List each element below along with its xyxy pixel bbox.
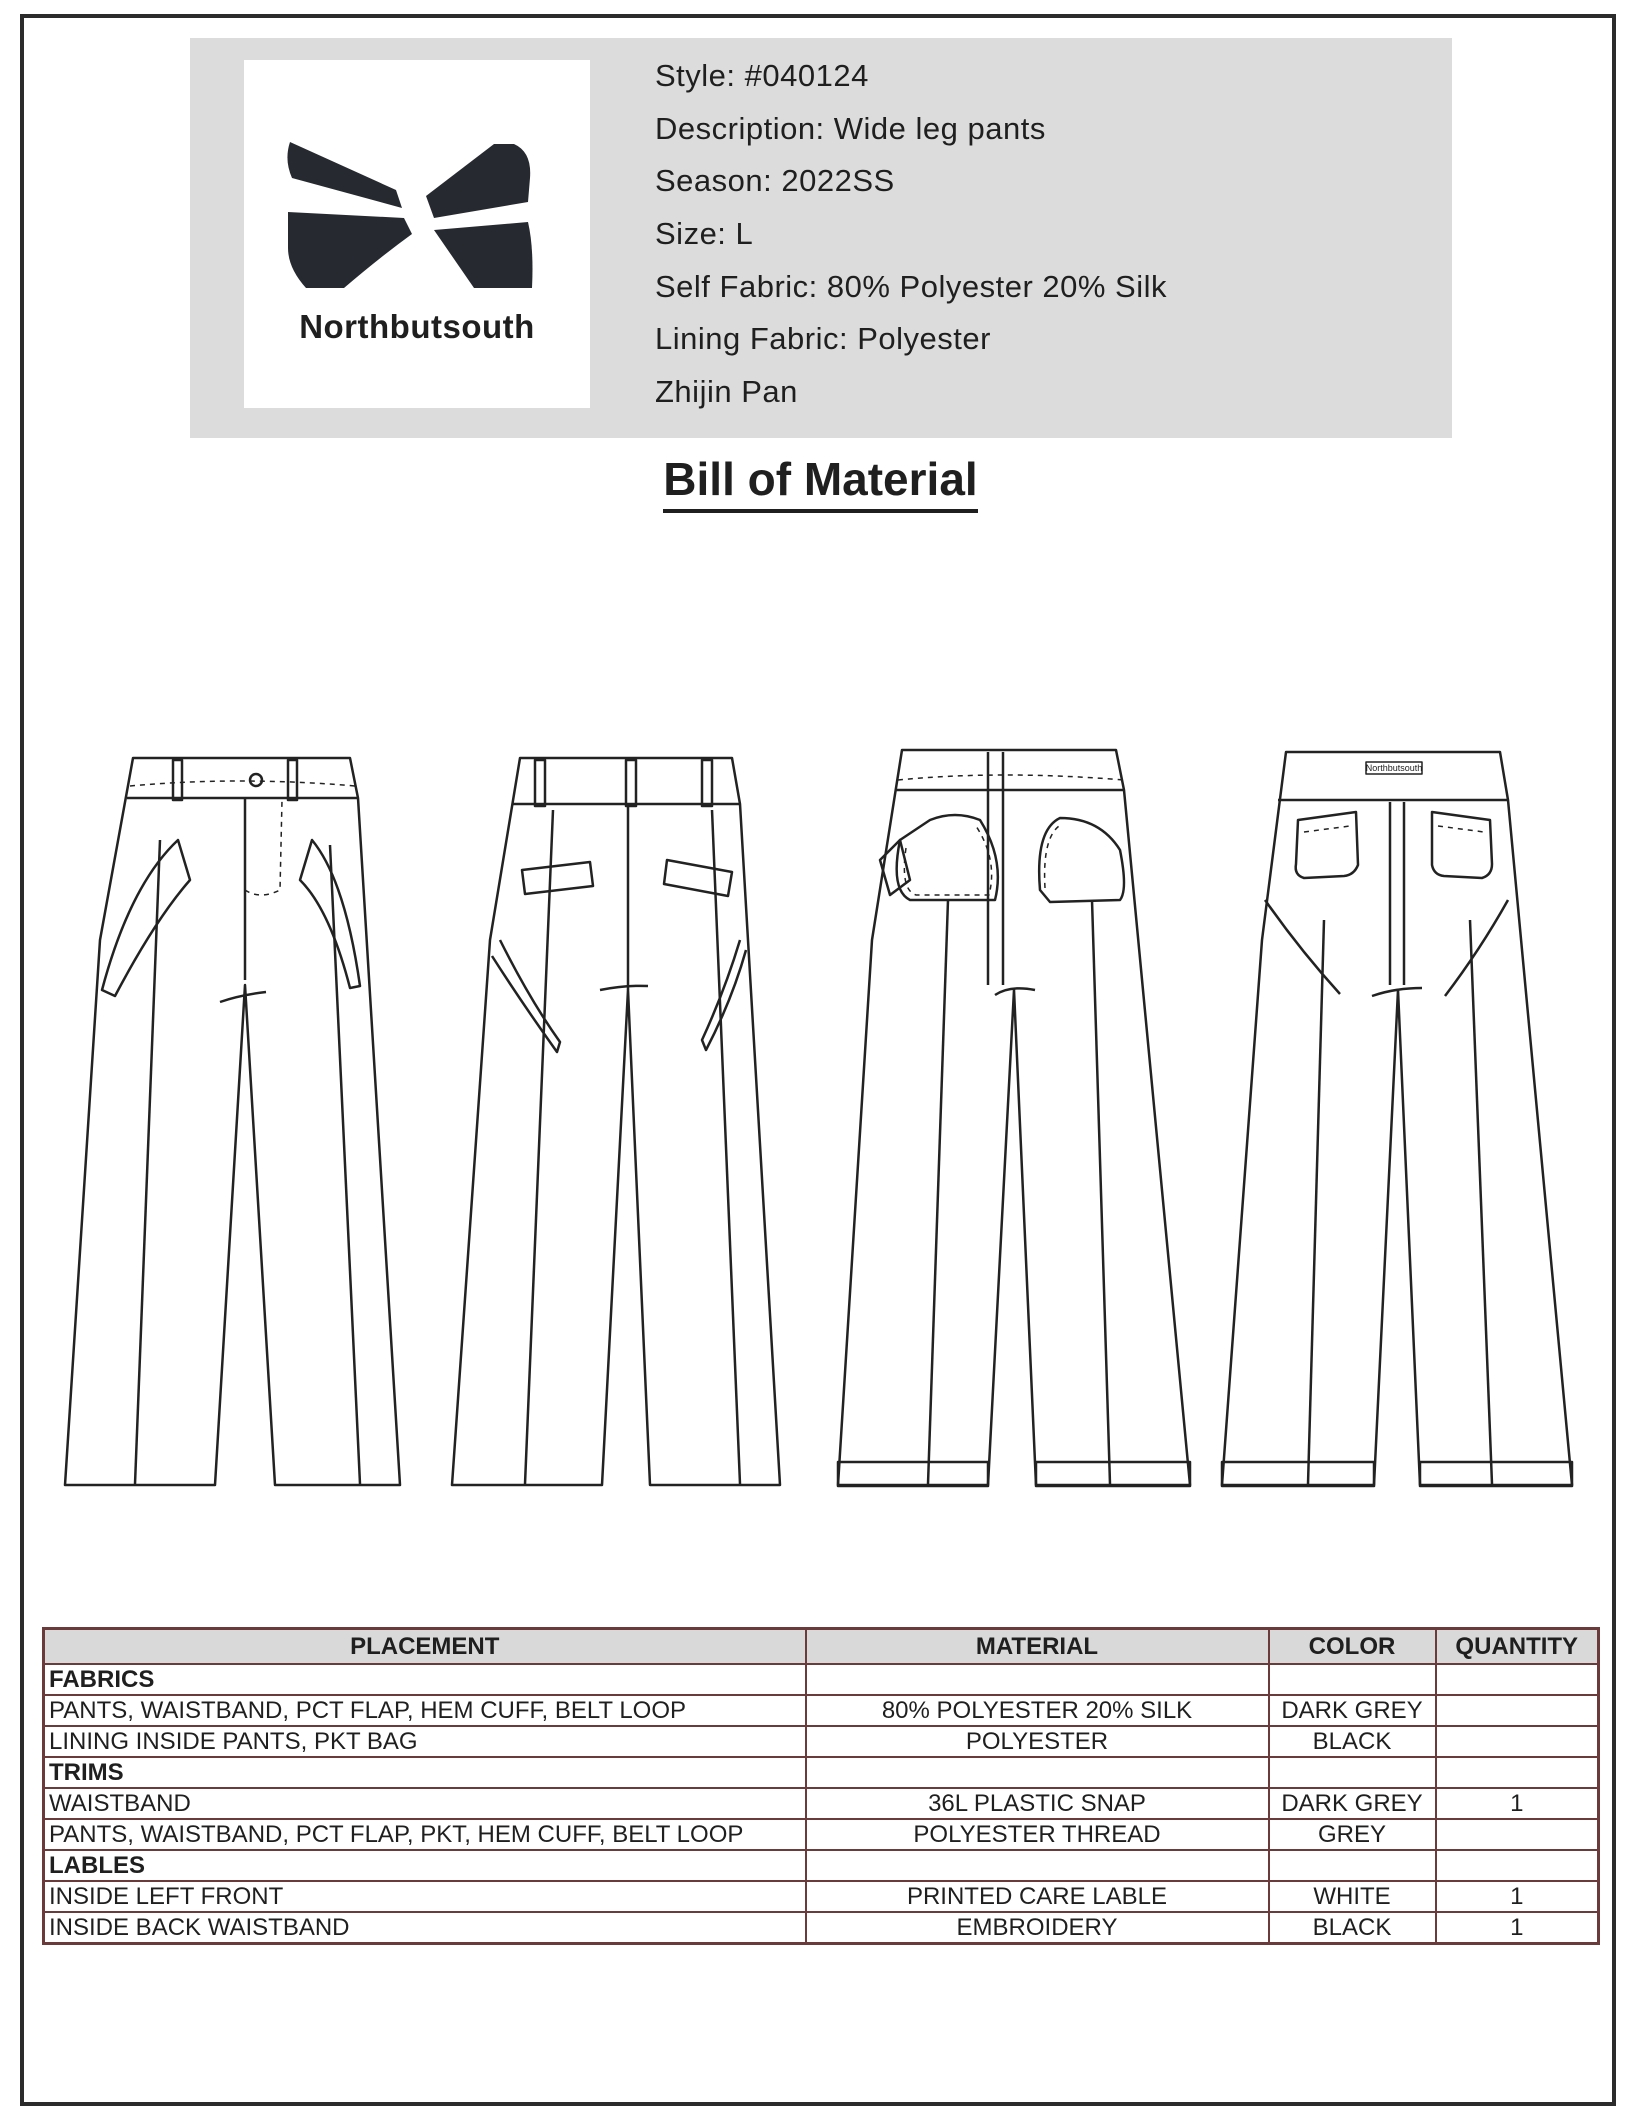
color-cell — [1269, 1664, 1436, 1695]
table-row — [44, 1788, 1599, 1819]
color-cell: BLACK — [1269, 1726, 1436, 1757]
placement-cell: INSIDE BACK WAISTBAND — [44, 1912, 806, 1944]
table-row — [44, 1819, 1599, 1850]
inside-back-sketch — [1222, 752, 1572, 1486]
column-header-placement: PLACEMENT — [44, 1629, 806, 1665]
placement-cell: LINING INSIDE PANTS, PKT BAG — [44, 1726, 806, 1757]
logo-wordmark: Northbutsouth — [299, 308, 535, 345]
quantity-cell — [1436, 1726, 1599, 1757]
self-fabric: Self Fabric: 80% Polyester 20% Silk — [655, 268, 1167, 304]
spec-list — [655, 56, 1167, 425]
designer-name: Zhijin Pan — [655, 374, 798, 410]
color-cell: DARK GREY — [1269, 1695, 1436, 1726]
brand-logo — [244, 60, 590, 408]
quantity-cell — [1436, 1695, 1599, 1726]
table-header-row — [44, 1629, 1599, 1665]
material-cell: 36L PLASTIC SNAP — [806, 1788, 1269, 1819]
color-cell — [1269, 1850, 1436, 1881]
quantity-cell — [1436, 1757, 1599, 1788]
flat-sketches — [60, 740, 1590, 1510]
material-cell — [806, 1757, 1269, 1788]
table-row — [44, 1726, 1599, 1757]
placement-cell: TRIMS — [44, 1757, 806, 1788]
color-cell: DARK GREY — [1269, 1788, 1436, 1819]
back-view-sketch — [452, 758, 780, 1485]
column-header-quantity: QUANTITY — [1436, 1629, 1599, 1665]
quantity-cell: 1 — [1436, 1881, 1599, 1912]
material-cell: POLYESTER THREAD — [806, 1819, 1269, 1850]
table-row — [44, 1881, 1599, 1912]
quantity-cell: 1 — [1436, 1912, 1599, 1944]
quantity-cell: 1 — [1436, 1788, 1599, 1819]
description: Description: Wide leg pants — [655, 110, 1046, 146]
placement-cell: PANTS, WAISTBAND, PCT FLAP, HEM CUFF, BELT LOOP — [44, 1695, 806, 1726]
material-cell — [806, 1664, 1269, 1695]
quantity-cell — [1436, 1850, 1599, 1881]
size: Size: L — [655, 216, 754, 252]
material-cell — [806, 1850, 1269, 1881]
color-cell: WHITE — [1269, 1881, 1436, 1912]
placement-cell: LABLES — [44, 1850, 806, 1881]
quantity-cell — [1436, 1819, 1599, 1850]
front-view-sketch — [65, 758, 400, 1485]
butterfly-logo-icon — [284, 138, 554, 288]
quantity-cell — [1436, 1664, 1599, 1695]
column-header-material: MATERIAL — [806, 1629, 1269, 1665]
color-cell: BLACK — [1269, 1912, 1436, 1944]
placement-cell: INSIDE LEFT FRONT — [44, 1881, 806, 1912]
bill-of-material-table — [42, 1627, 1600, 1945]
table-section-row — [44, 1757, 1599, 1788]
page-title — [0, 452, 1641, 506]
color-cell — [1269, 1757, 1436, 1788]
season: Season: 2022SS — [655, 163, 895, 199]
material-cell: 80% POLYESTER 20% SILK — [806, 1695, 1269, 1726]
material-cell: PRINTED CARE LABLE — [806, 1881, 1269, 1912]
placement-cell: WAISTBAND — [44, 1788, 806, 1819]
style-number: Style: #040124 — [655, 58, 869, 93]
lining-fabric: Lining Fabric: Polyester — [655, 321, 991, 357]
material-cell: POLYESTER — [806, 1726, 1269, 1757]
color-cell: GREY — [1269, 1819, 1436, 1850]
table-row — [44, 1912, 1599, 1944]
sketch-brand-label: Northbutsouth — [1365, 763, 1423, 773]
table-row — [44, 1695, 1599, 1726]
placement-cell: PANTS, WAISTBAND, PCT FLAP, PKT, HEM CUFF, BELT LOOP — [44, 1819, 806, 1850]
inside-front-sketch — [838, 750, 1190, 1486]
material-cell: EMBROIDERY — [806, 1912, 1269, 1944]
table-section-row — [44, 1850, 1599, 1881]
page-title-text: Bill of Material — [663, 453, 977, 513]
placement-cell: FABRICS — [44, 1664, 806, 1695]
column-header-color: COLOR — [1269, 1629, 1436, 1665]
table-section-row — [44, 1664, 1599, 1695]
